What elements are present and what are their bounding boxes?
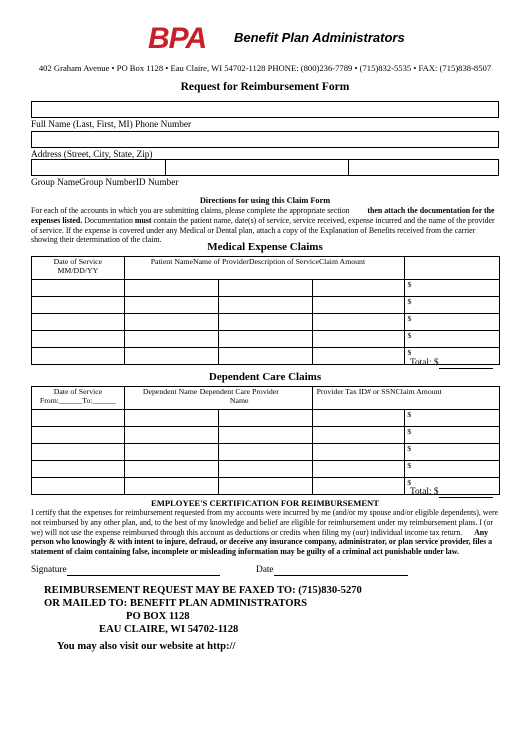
cert-line-3a: we) will not use the expense reimbursed through this account as deductions or credits when filing my (our) individual income tax return. <box>31 527 463 537</box>
amount-cell[interactable]: $ <box>405 444 500 461</box>
group-name-label: Group Name <box>31 178 80 188</box>
medical-total-field[interactable] <box>439 358 493 369</box>
amount-cell[interactable]: $ <box>405 478 500 495</box>
dependent-header-provider: Dependent Care Provider Name <box>199 387 279 405</box>
directions-text-1b: then attach the documentation for the <box>367 206 495 215</box>
cert-line-3 <box>31 528 501 538</box>
table-row <box>32 331 500 348</box>
table-row <box>32 427 500 444</box>
directions-text-2a: expenses listed. <box>31 215 83 225</box>
medical-header-patient: Patient Name <box>150 257 193 266</box>
directions-line-3: of service. If the expense is covered under any Medical or Dental plan, attach a copy of the Explanation of Benefits received from the carrier <box>31 225 476 235</box>
logo-mark: BPA <box>148 22 207 55</box>
dependent-section-title: Dependent Care Claims <box>208 371 322 383</box>
dependent-claims-table <box>31 386 500 495</box>
amount-cell[interactable]: $ <box>405 314 500 331</box>
cert-line-4: person who knowingly & with intent to injure, defraud, or deceive any insurance company, administrator, or plan service provider, files a <box>31 537 493 547</box>
name-phone-field[interactable] <box>31 101 499 118</box>
directions-text-1a: For each of the accounts in which you are submitting claims, please complete the appropriate section <box>31 206 350 215</box>
amount-cell[interactable]: $ <box>405 427 500 444</box>
certification-text <box>31 508 501 557</box>
table-row <box>32 444 500 461</box>
footer-mail: OR MAILED TO: BENEFIT PLAN ADMINISTRATORS <box>44 598 308 609</box>
amount-cell[interactable]: $ <box>405 280 500 297</box>
footer-website: You may also visit our website at http:// <box>57 641 236 652</box>
dependent-header-mid <box>124 387 312 410</box>
medical-claims-table <box>31 256 500 365</box>
dependent-header-date-label: Date of Service <box>53 387 103 396</box>
signature-field[interactable] <box>67 565 220 576</box>
amount-cell[interactable]: $ <box>405 410 500 427</box>
company-name: Benefit Plan Administrators <box>234 30 405 45</box>
dependent-header-from-to: From:______To:______ <box>39 396 116 405</box>
dependent-header-right <box>312 387 499 410</box>
footer-fax: REIMBURSEMENT REQUEST MAY BE FAXED TO: (715)830-5270 <box>44 585 362 596</box>
group-number-field[interactable] <box>165 159 349 176</box>
signature-line <box>31 565 220 576</box>
directions-line-2 <box>31 216 501 226</box>
cert-line-2: not reimbursed by any other plan, and, to the best of my knowledge and belief are eligible for reimbursement under my reimbursement plans. I (or <box>31 517 494 527</box>
medical-total <box>410 358 493 369</box>
name-phone-label: Full Name (Last, First, MI) Phone Number <box>31 120 192 130</box>
dependent-total-label: Total: $ <box>410 487 439 497</box>
directions-line-4: showing their determination of the claim. <box>31 235 162 245</box>
medical-header-mid <box>124 257 405 280</box>
directions-text <box>31 206 501 245</box>
address-field[interactable] <box>31 131 499 148</box>
directions-text-2c: must <box>134 215 152 225</box>
amount-cell[interactable]: $ <box>405 348 500 365</box>
footer-city: EAU CLAIRE, WI 54702-1128 <box>99 624 239 635</box>
table-row <box>32 314 500 331</box>
id-number-field[interactable] <box>348 159 499 176</box>
cert-line-1: I certify that the expenses for reimbursement requested from my accounts were incurred by me (and/or my spouse and/or eligible dependents), were <box>31 508 499 517</box>
form-title: Request for Reimbursement Form <box>180 81 350 93</box>
company-address: 402 Graham Avenue • PO Box 1128 • Eau Claire, WI 54702-1128 PHONE: (800)236-7789 • (715)832-5535 • FAX: (715)838-8507 <box>38 63 492 73</box>
medical-header-amount: Claim Amount <box>318 257 366 266</box>
date-field[interactable] <box>274 565 408 576</box>
dependent-header-amount: Claim Amount <box>395 387 442 396</box>
dependent-header-taxid: Provider Tax ID# or SSN <box>316 387 396 396</box>
certification-title: EMPLOYEE'S CERTIFICATION FOR REIMBURSEMENT <box>150 498 379 508</box>
dependent-header-row <box>32 387 500 410</box>
amount-cell[interactable]: $ <box>405 331 500 348</box>
address-label: Address (Street, City, State, Zip) <box>31 150 153 160</box>
amount-cell[interactable]: $ <box>405 297 500 314</box>
table-row <box>32 280 500 297</box>
group-labels <box>31 178 178 188</box>
date-line <box>256 565 408 576</box>
table-row <box>32 410 500 427</box>
table-row <box>32 461 500 478</box>
directions-text-2d: contain the patient name, date(s) of service, service received, expense incurred and the name of the provider <box>151 215 495 225</box>
directions-text-2b: Documentation <box>82 215 135 225</box>
amount-cell[interactable]: $ <box>405 461 500 478</box>
dependent-header-name: Dependent Name <box>142 387 198 396</box>
medical-header-date: Date of Service MM/DD/YY <box>32 257 125 280</box>
footer-po-box: PO BOX 1128 <box>126 611 190 622</box>
dependent-header-date <box>32 387 125 410</box>
cert-line-5: statement of claim containing false, incomplete or misleading information may be guilty of a criminal act punishable under law. <box>31 547 459 557</box>
group-name-field[interactable] <box>31 159 166 176</box>
medical-header-provider: Name of Provider <box>192 257 249 266</box>
dependent-total-field[interactable] <box>439 487 493 498</box>
directions-title: Directions for using this Claim Form <box>199 196 331 205</box>
dependent-total <box>410 487 493 498</box>
signature-label: Signature <box>31 565 67 575</box>
medical-total-label: Total: $ <box>410 358 439 368</box>
date-label: Date <box>256 565 274 575</box>
id-number-label: ID Number <box>135 178 179 188</box>
directions-line-1 <box>31 206 501 216</box>
group-number-label: Group Number <box>79 178 136 188</box>
cert-line-3b: Any <box>474 527 489 537</box>
medical-header-description: Description of Service <box>248 257 319 266</box>
medical-section-title: Medical Expense Claims <box>207 241 323 253</box>
medical-header-row <box>32 257 500 280</box>
medical-header-blank <box>405 257 500 280</box>
table-row <box>32 297 500 314</box>
